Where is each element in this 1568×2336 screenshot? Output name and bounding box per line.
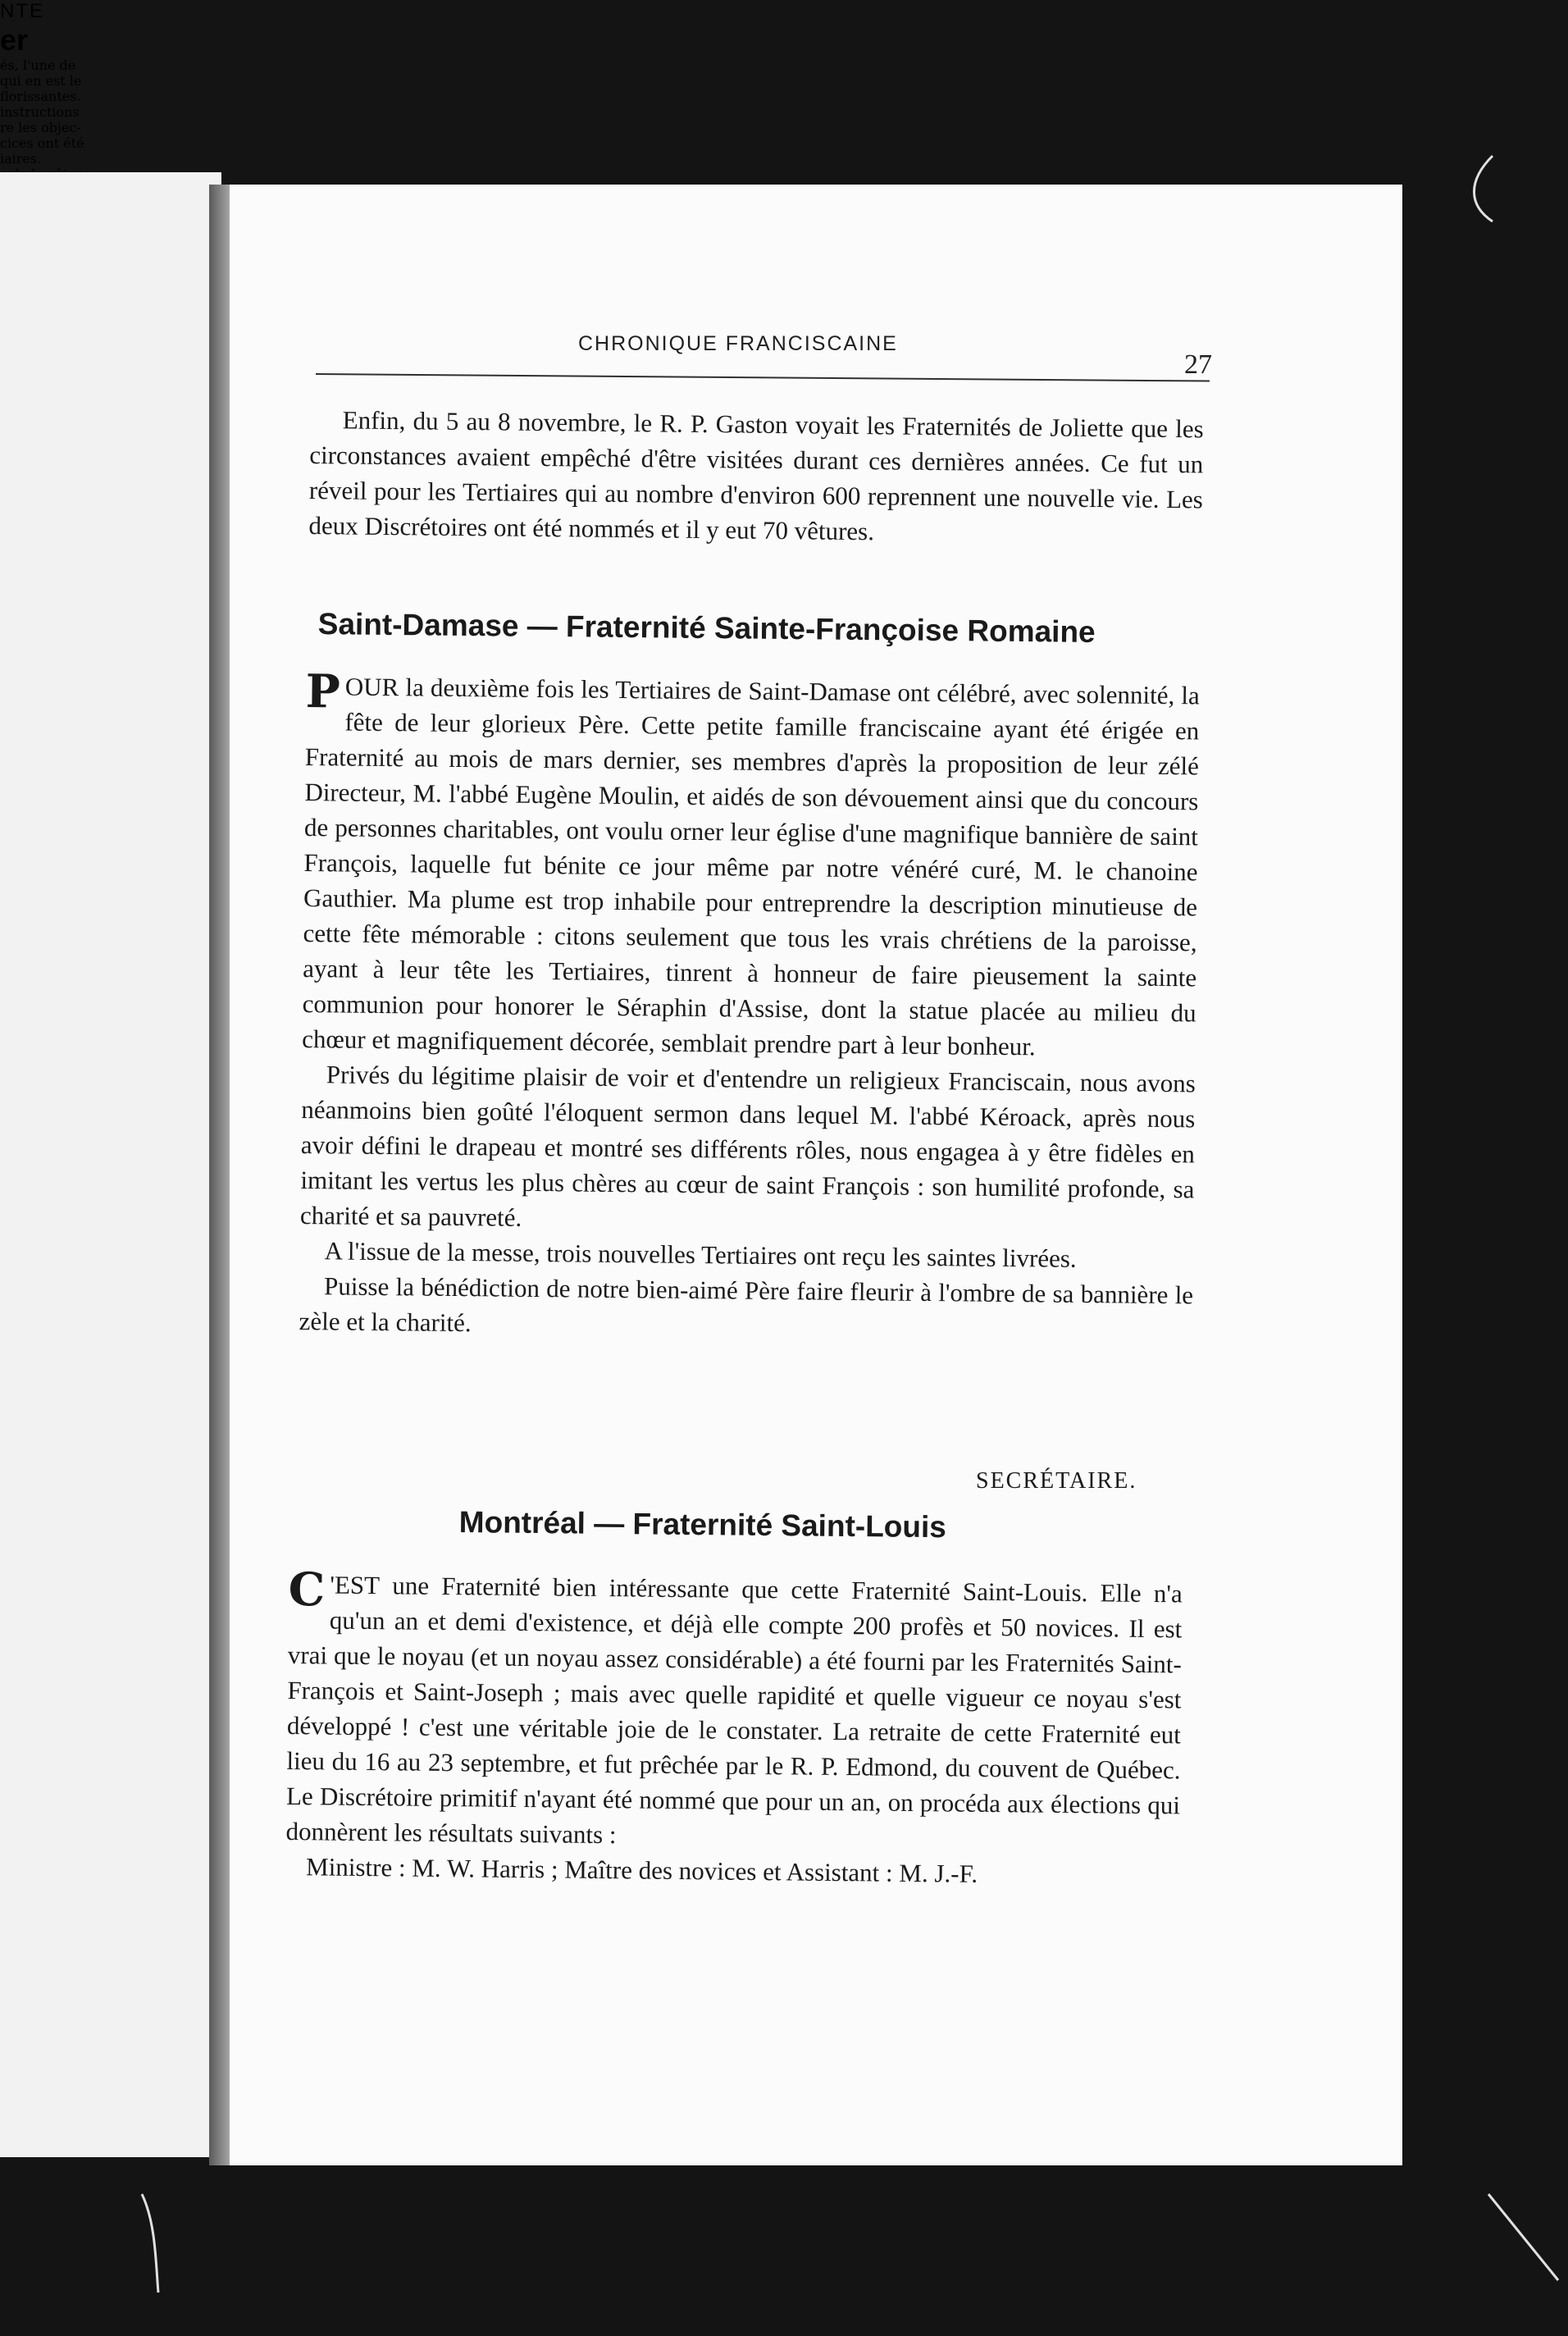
paragraph-2: Privés du légitime plaisir de voir et d'entendre un religieux Franciscain, nous avons néanmoins bien goûté l'éloquent sermon dans lequel M. l'abbé Kéroack, après nous avoir défini le drapeau et montré ses différents rôles, nous engagea à y être fidèles en imitant les vertus les plus chères au cœur de saint François : son humilité profonde, sa charité et sa pauvreté. (299, 1060, 1196, 1232)
paragraph-1-text: une Fraternité bien intéressante que cette Fraternité Saint-Louis. Elle n'a qu'un an et demi d'existence, et déjà elle compte 200 profès et 50 novices. Il est vrai que le noyau (et un noyau assez considérable) a été fourni par les Fraternités Saint-François et Saint-Joseph ; mais avec quelle rapidité et quelle vigueur ce noyau s'est développé ! c'est une véritable joie de le constater. La retraite de cette Fraternité eut lieu du 16 au 23 septembre, et fut prêchée par le R. P. Edmond, du couvent de Québec. Le Discrétoire primitif n'ayant été nommé que pour un an, on procéda aux élections qui donnèrent les résultats suivants : (285, 1571, 1183, 1850)
left-page-line: NTE (0, 0, 44, 22)
section-heading: Saint-Damase — Fraternité Sainte-Françoise Romaine (317, 607, 1096, 649)
lead-word: 'EST (330, 1570, 381, 1600)
scan-mark-icon (135, 2190, 168, 2297)
section-heading: Montréal — Fraternité Saint-Louis (458, 1505, 947, 1544)
left-page-line: florissantes. (0, 89, 81, 104)
left-page-line: er (0, 23, 29, 57)
paragraph-1 (285, 1563, 1183, 1858)
running-title: CHRONIQUE FRANCISCAINE (578, 332, 898, 355)
paragraph-1 (302, 664, 1200, 1065)
paragraph-2: Ministre : M. W. Harris ; Maître des novices et Assistant : M. J.-F. (305, 1852, 978, 1888)
intro-paragraph: Enfin, du 5 au 8 novembre, le R. P. Gaston voyait les Fraternités de Joliette que les circonstances avaient empêché d'être visitées durant ces dernières années. Ce fut un réveil pour les Tertiaires qui au nombre d'environ 600 reprennent une nouvelle vie. Les deux Discrétoires ont été nommés et il y eut 70 vêtures. (308, 405, 1204, 546)
drop-cap: C (288, 1563, 326, 1617)
section-montreal-body (285, 1563, 1461, 1896)
left-page (0, 172, 221, 2157)
drop-cap: P (305, 664, 341, 719)
left-page-line: iaires. (0, 151, 42, 167)
scan-mark-icon (1460, 148, 1509, 230)
left-page-line: cices ont été (0, 135, 84, 151)
paragraph-1-text: la deuxième fois les Tertiaires de Saint-Damase ont célébré, avec solennité, la fête de leur glorieux Père. Cette petite famille franciscaine ayant été érigée en Fraternité au mois de mars dernier, ses membres d'après la proposition de leur zélé Directeur, M. l'abbé Eugène Moulin, et aidés de son dévouement ainsi que du concours de personnes charitables, ont voulu orner leur église d'une magnifique bannière de saint François, laquelle fut bénite ce jour même par notre vénéré curé, M. le chanoine Gauthier. Ma plume est trop inhabile pour entreprendre la description minutieuse de cette fête mémorable : citons seulement que tous les vrais chrétiens de la paroisse, ayant à leur tête les Tertiaires, tinrent à honneur de faire pieusement la sainte communion pour honorer le Séraphin d'Assise, dont la statue placée au milieu du chœur et magnifiquement décorée, semblait prendre part à leur bonheur. (302, 673, 1200, 1061)
left-page-line: qui en est le (0, 73, 82, 89)
page-number: 27 (1184, 349, 1212, 380)
lead-word: OUR (344, 672, 399, 702)
intro-block (308, 402, 1483, 555)
signature: SECRÉTAIRE. (976, 1468, 1137, 1494)
section-saint-damase-body (299, 664, 1478, 1351)
paragraph-3: A l'issue de la messe, trois nouvelles Tertiaires ont reçu les saintes livrées. (324, 1236, 1077, 1273)
left-page-line: és, l'une de (0, 57, 76, 73)
left-page-line: instructions (0, 104, 80, 120)
left-page-line: re les objec- (0, 120, 81, 135)
left-page-line (0, 167, 1568, 182)
paragraph-4: Puisse la bénédiction de notre bien-aimé Père faire fleurir à l'ombre de sa bannière le zèle et la charité. (299, 1271, 1194, 1338)
scan-mark-icon (1484, 2190, 1566, 2288)
